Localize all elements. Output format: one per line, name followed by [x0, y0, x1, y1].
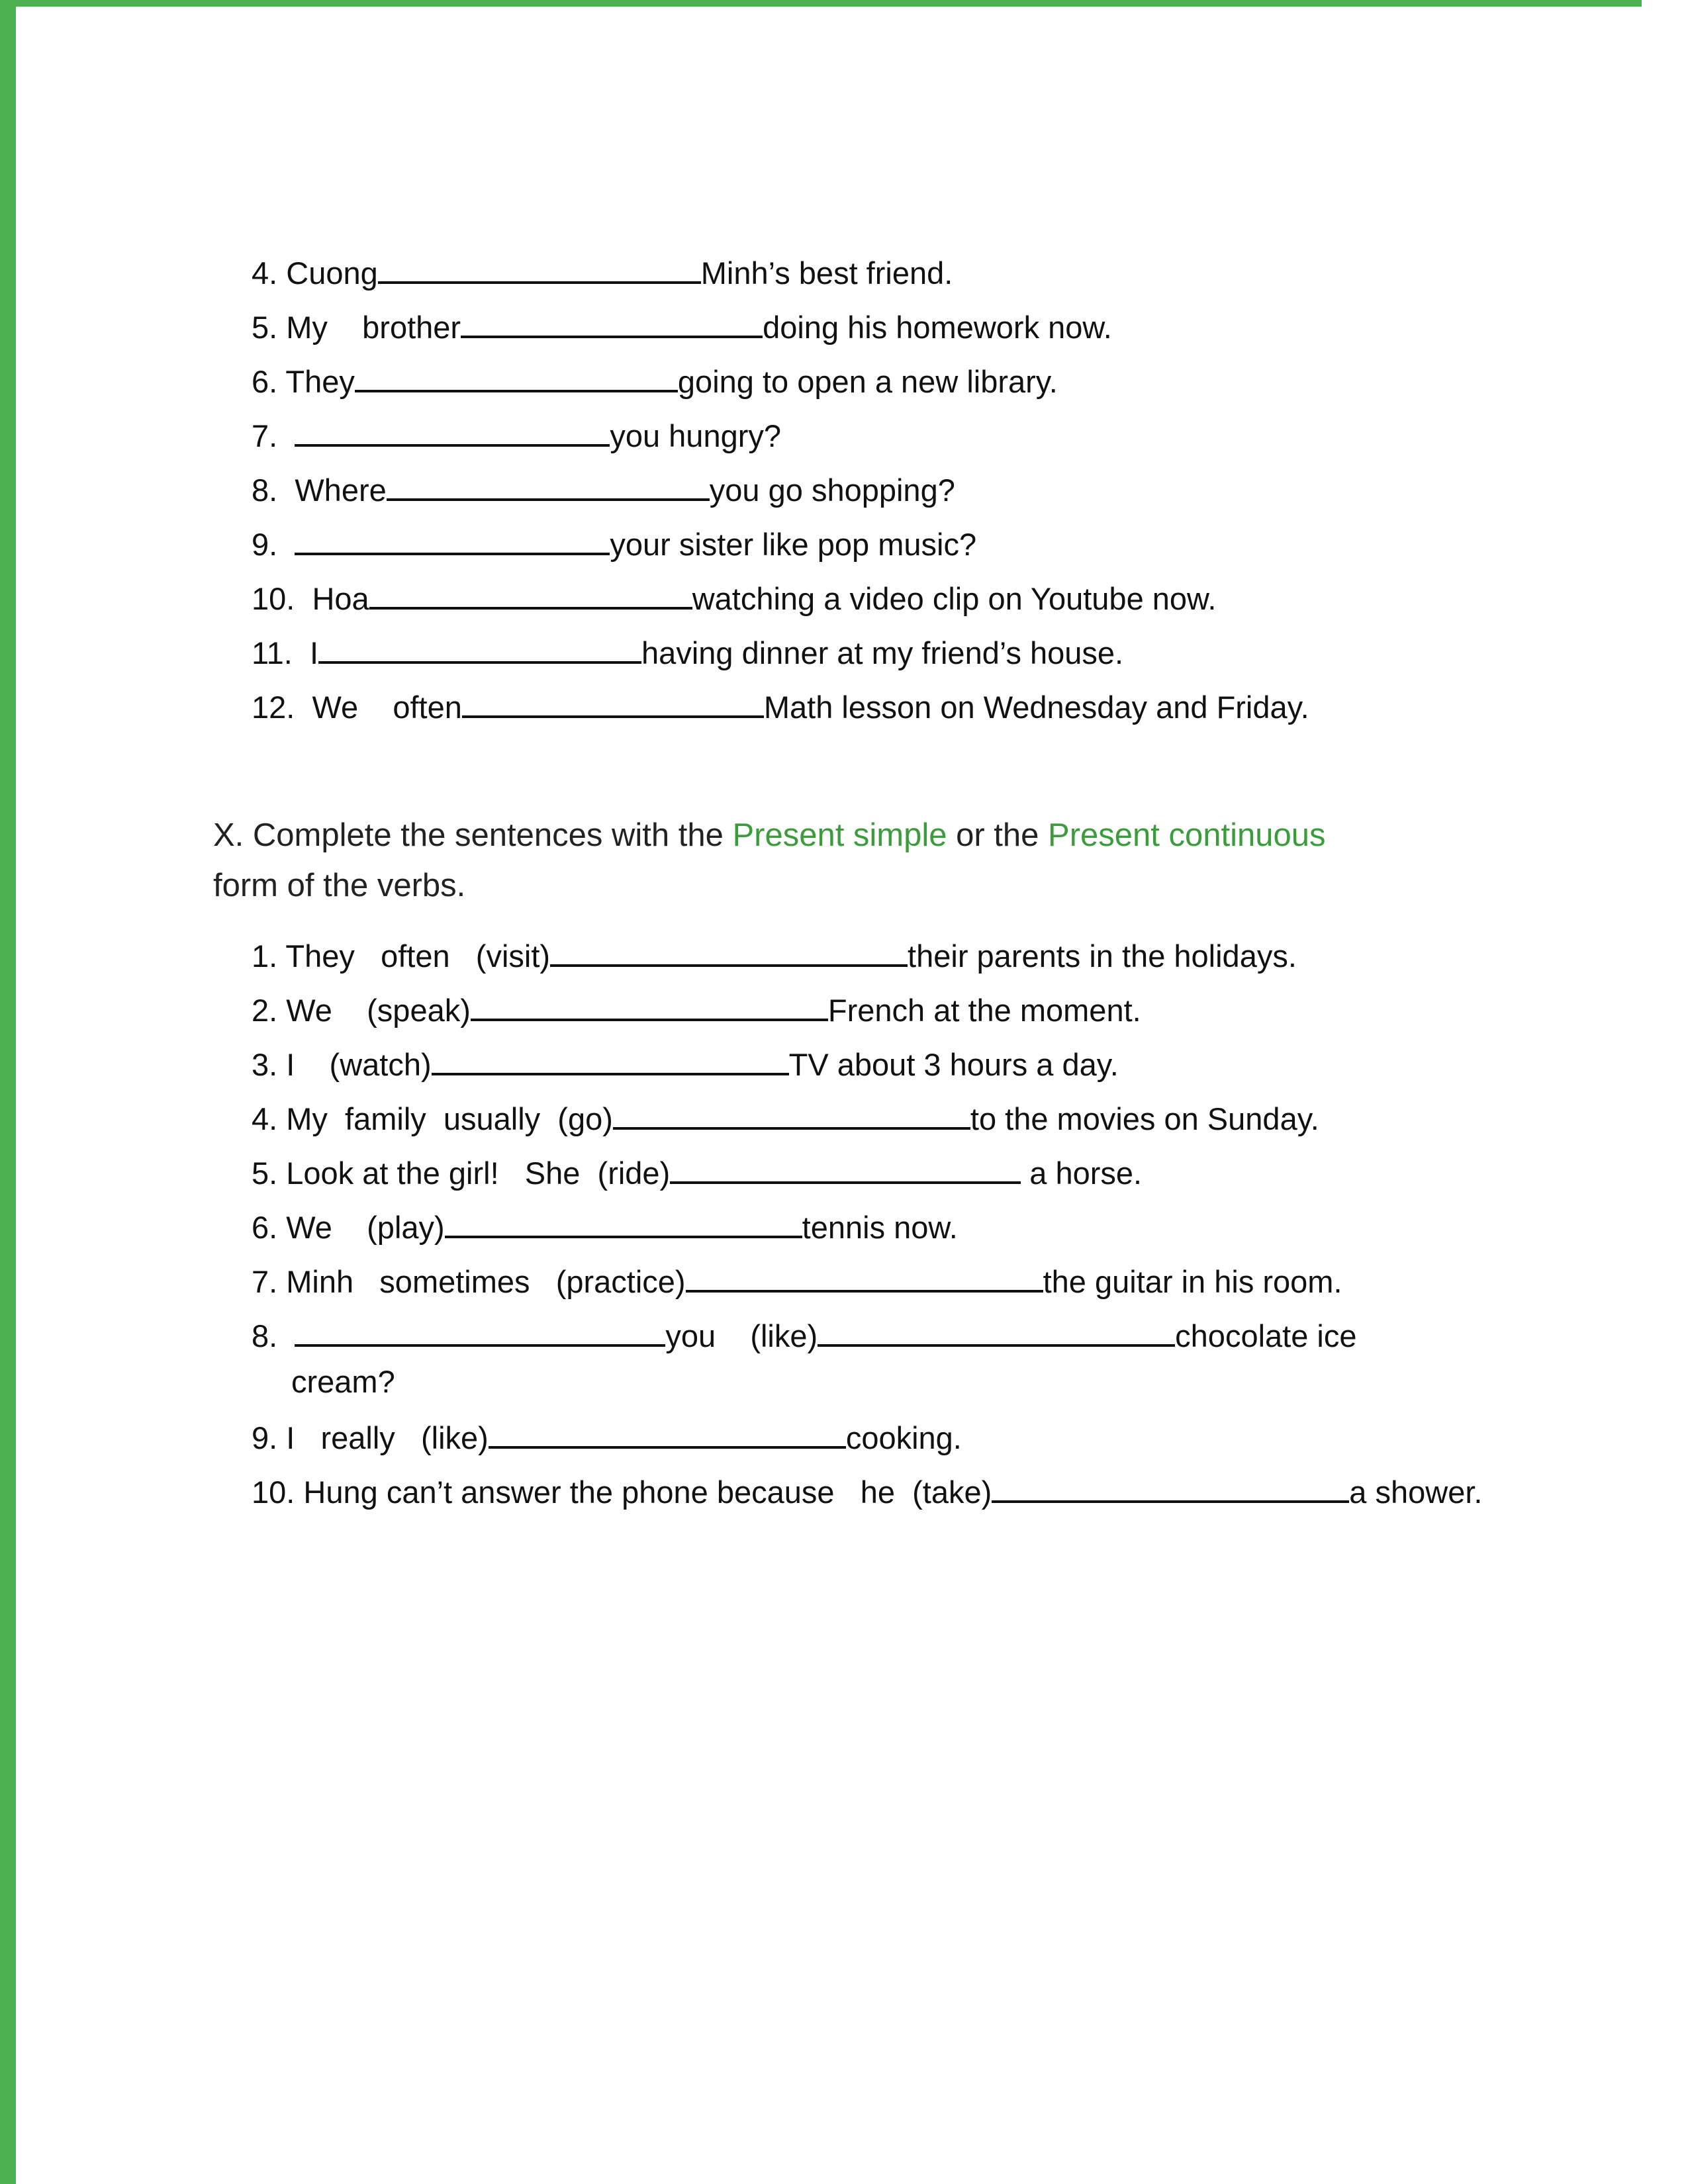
item-number: 10. — [252, 581, 295, 616]
item-number: 4. — [252, 1101, 278, 1136]
item-prefix — [286, 527, 295, 562]
answer-blank[interactable] — [462, 686, 764, 718]
item-prefix: I — [301, 635, 319, 670]
heading-term-present-simple: Present simple — [732, 817, 947, 853]
answer-blank[interactable] — [818, 1315, 1175, 1347]
answer-blank[interactable] — [295, 1315, 665, 1347]
item-suffix: a horse. — [1021, 1156, 1143, 1191]
item-number: 10. — [252, 1475, 295, 1510]
item-suffix: you hungry? — [610, 418, 782, 453]
answer-blank[interactable] — [369, 578, 692, 610]
exercise-item — [252, 578, 1216, 616]
item-number: 6. — [252, 364, 278, 399]
exercise-item — [252, 469, 955, 508]
heading-text: form of the verbs. — [213, 868, 466, 903]
heading-text: X. Complete the sentences with the — [213, 817, 733, 853]
answer-blank[interactable] — [295, 415, 610, 447]
exercise-item — [252, 1417, 962, 1455]
item-prefix — [286, 1318, 295, 1353]
item-number: 4. — [252, 255, 278, 291]
answer-blank[interactable] — [295, 523, 610, 555]
item-suffix: Minh’s best friend. — [700, 255, 953, 291]
exercise-item — [252, 935, 1297, 974]
item-suffix: their parents in the holidays. — [908, 938, 1297, 974]
item-number: 11. — [252, 635, 293, 670]
item-suffix: cooking. — [845, 1420, 962, 1455]
item-prefix: My brother — [286, 310, 461, 345]
item-suffix: TV about 3 hours a day. — [788, 1047, 1119, 1082]
item-prefix: We often — [303, 690, 462, 725]
exercise-item — [252, 989, 1141, 1028]
answer-blank[interactable] — [432, 1044, 789, 1075]
item-number: 7. — [252, 1264, 278, 1299]
item-suffix: your sister like pop music? — [610, 527, 977, 562]
answer-blank[interactable] — [613, 1098, 970, 1130]
item-number: 2. — [252, 993, 278, 1028]
item-prefix: Hoa — [303, 581, 369, 616]
answer-blank[interactable] — [471, 989, 828, 1021]
item-prefix: Cuong — [286, 255, 378, 291]
item-prefix: Minh sometimes (practice) — [286, 1264, 686, 1299]
page-border-left — [0, 0, 16, 2184]
item-number: 3. — [252, 1047, 278, 1082]
item-suffix: a shower. — [1349, 1475, 1483, 1510]
exercise-item — [252, 523, 976, 562]
item-middle: you (like) — [665, 1318, 818, 1353]
answer-blank[interactable] — [318, 632, 641, 664]
item-suffix: having dinner at my friend’s house. — [641, 635, 1124, 670]
item-suffix: tennis now. — [802, 1210, 958, 1245]
exercise-item — [252, 306, 1112, 345]
exercise-item — [252, 1098, 1319, 1136]
exercise-item — [252, 415, 781, 453]
item-suffix: the guitar in his room. — [1043, 1264, 1342, 1299]
answer-blank[interactable] — [461, 306, 763, 338]
item-prefix — [286, 418, 295, 453]
item-number: 7. — [252, 418, 278, 453]
item-prefix: We (play) — [286, 1210, 445, 1245]
item-suffix: going to open a new library. — [677, 364, 1058, 399]
answer-blank[interactable] — [489, 1417, 846, 1449]
exercise-item — [252, 1152, 1142, 1191]
exercise-item — [252, 1044, 1119, 1082]
exercise-item — [252, 1315, 1357, 1353]
item-prefix: They often (visit) — [285, 938, 551, 974]
item-number: 5. — [252, 1156, 278, 1191]
item-prefix: We (speak) — [286, 993, 471, 1028]
item-continuation: cream? — [291, 1364, 395, 1399]
exercise-item — [252, 1261, 1342, 1299]
exercise-item — [252, 1206, 958, 1245]
item-prefix: I really (like) — [286, 1420, 489, 1455]
answer-blank[interactable] — [387, 469, 710, 501]
item-suffix: doing his homework now. — [763, 310, 1112, 345]
item-suffix: to the movies on Sunday. — [970, 1101, 1319, 1136]
item-number: 5. — [252, 310, 278, 345]
exercise-item — [252, 252, 953, 291]
page-border-top — [0, 0, 1642, 7]
answer-blank[interactable] — [355, 361, 678, 392]
exercise-item — [252, 1471, 1482, 1510]
answer-blank[interactable] — [670, 1152, 1021, 1184]
item-number: 8. — [252, 1318, 278, 1353]
item-suffix: Math lesson on Wednesday and Friday. — [763, 690, 1309, 725]
exercise-item — [252, 686, 1309, 725]
item-suffix: chocolate ice — [1175, 1318, 1357, 1353]
heading-term-present-continuous: Present continuous — [1048, 817, 1326, 853]
item-prefix: Hung can’t answer the phone because he (take) — [295, 1475, 992, 1510]
item-suffix: French at the moment. — [827, 993, 1141, 1028]
item-suffix: you go shopping? — [709, 473, 955, 508]
answer-blank[interactable] — [445, 1206, 802, 1238]
item-prefix: Look at the girl! She (ride) — [286, 1156, 671, 1191]
answer-blank[interactable] — [378, 252, 701, 284]
exercise-item — [252, 361, 1058, 399]
item-suffix: watching a video clip on Youtube now. — [692, 581, 1217, 616]
item-number: 9. — [252, 527, 278, 562]
exercise-item-continuation — [291, 1363, 395, 1401]
heading-text: or the — [947, 817, 1049, 853]
item-prefix: Where — [286, 473, 387, 508]
exercise-x-heading — [213, 810, 1471, 911]
item-prefix: My family usually (go) — [286, 1101, 613, 1136]
item-prefix: I (watch) — [286, 1047, 432, 1082]
item-number: 9. — [252, 1420, 278, 1455]
answer-blank[interactable] — [550, 935, 908, 967]
item-number: 8. — [252, 473, 278, 508]
exercise-item — [252, 632, 1123, 670]
item-prefix: They — [285, 364, 355, 399]
item-number: 6. — [252, 1210, 278, 1245]
answer-blank[interactable] — [992, 1471, 1349, 1503]
item-number: 1. — [252, 938, 278, 974]
item-number: 12. — [252, 690, 295, 725]
answer-blank[interactable] — [686, 1261, 1043, 1293]
